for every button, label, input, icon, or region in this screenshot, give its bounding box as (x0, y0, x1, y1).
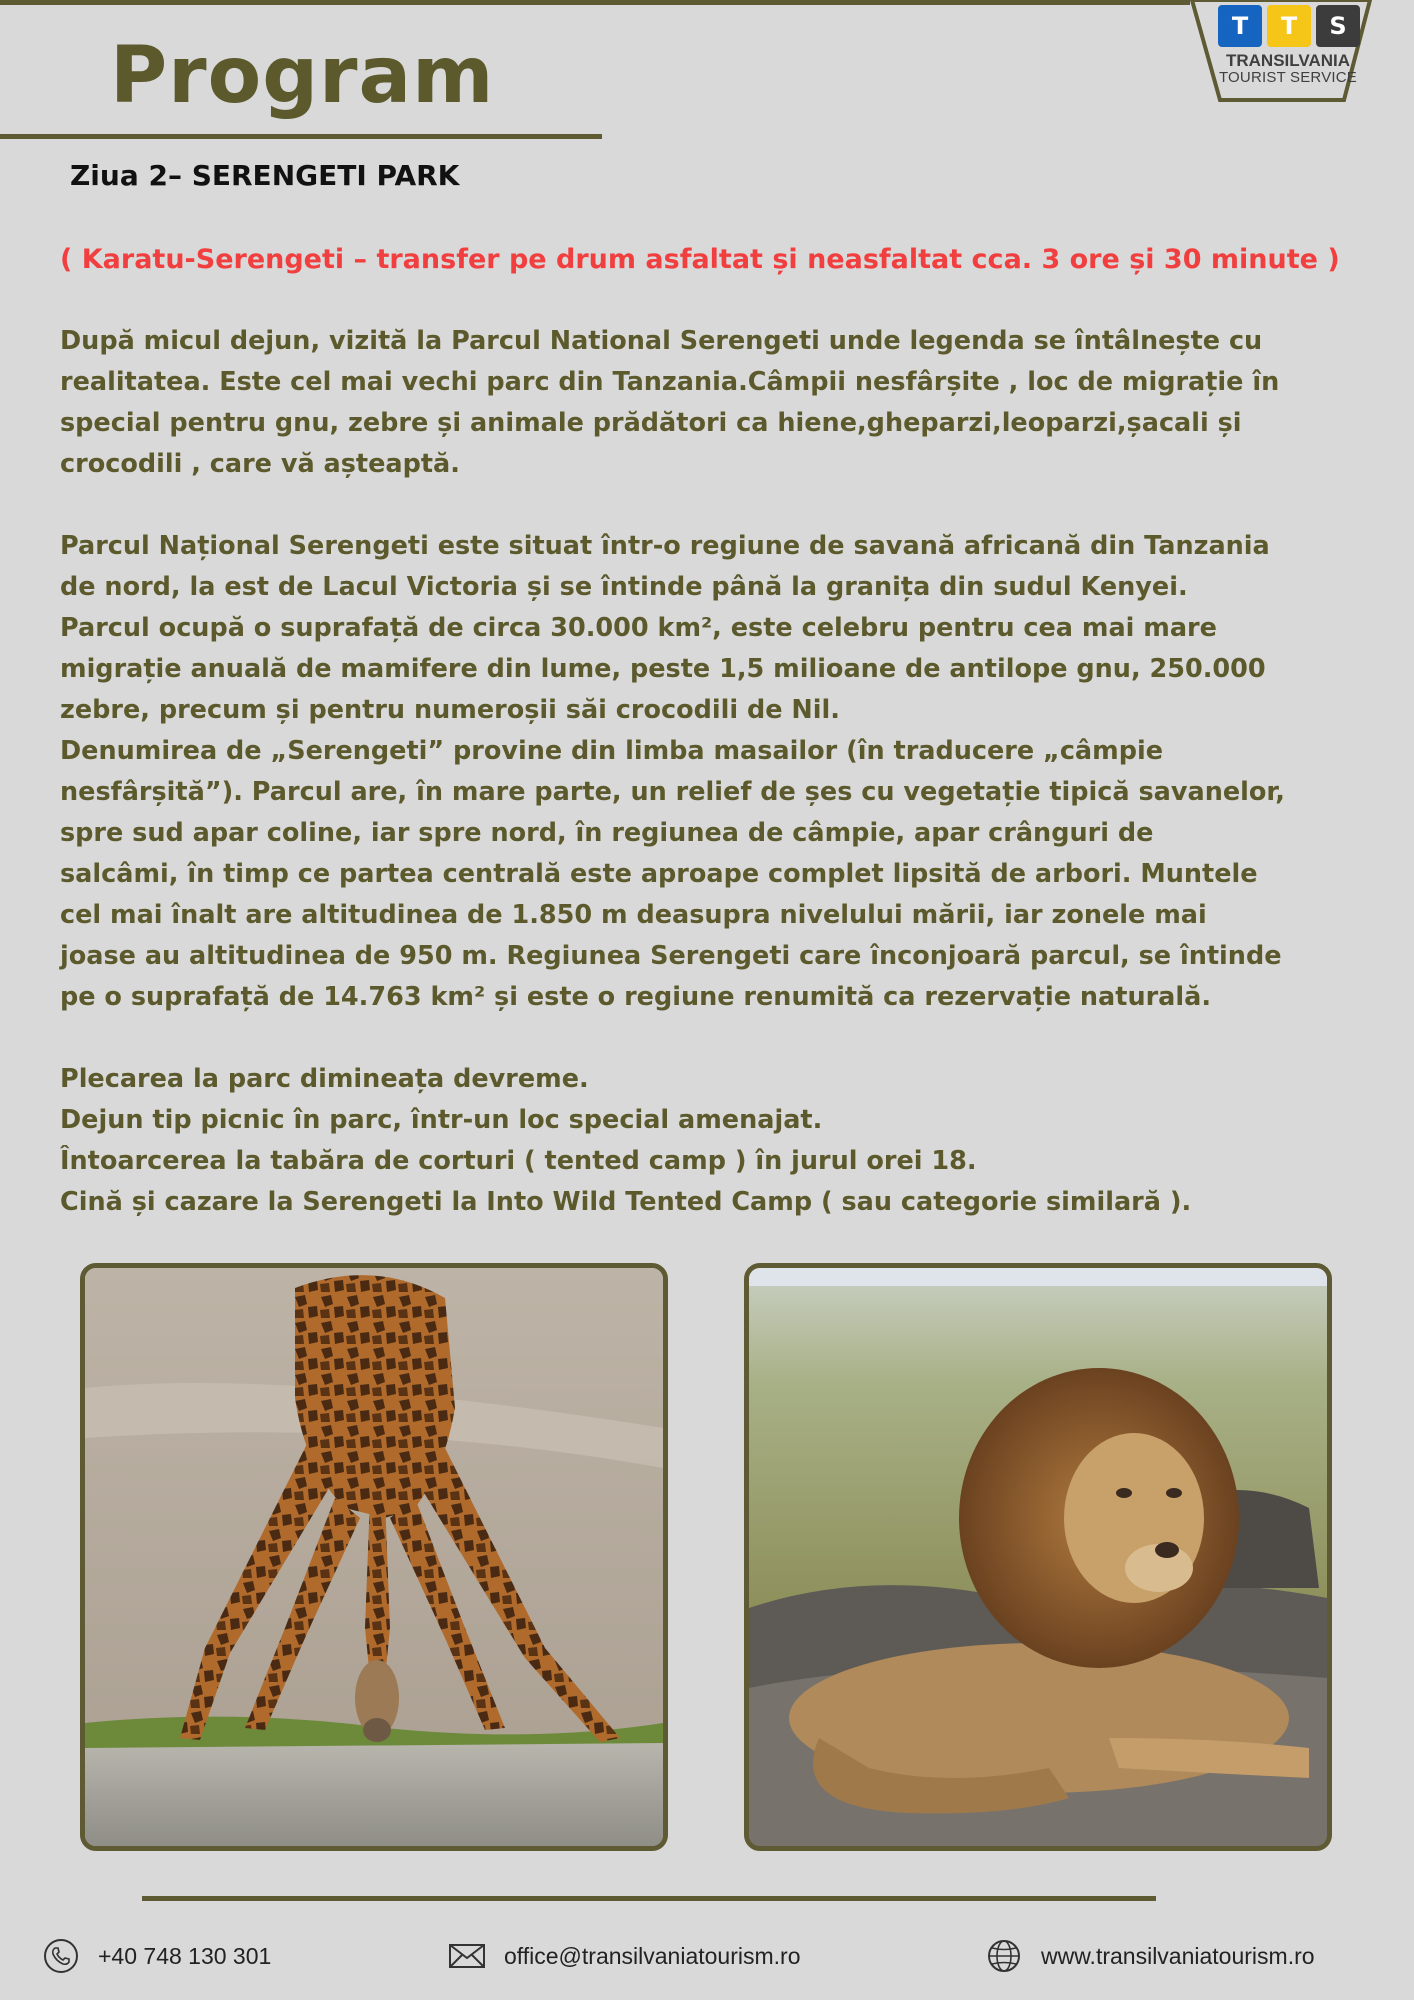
top-border-line (0, 0, 1190, 5)
paragraph-line: de nord, la est de Lacul Victoria și se întinde până la granița din sudul Kenyei. (60, 572, 1188, 602)
phone-icon (42, 1937, 80, 1975)
footer-divider (142, 1896, 1156, 1901)
footer-website[interactable] (985, 1937, 1315, 1975)
paragraph-line: nesfârșită”). Parcul are, în mare parte, un relief de șes cu vegetație tipică savanelor, (60, 777, 1285, 807)
paragraph-line: Plecarea la parc dimineața devreme. (60, 1064, 589, 1094)
lion-resting-photo (744, 1263, 1332, 1851)
logo-company-subtitle: TOURIST SERVICE (1218, 69, 1358, 86)
paragraph-line: După micul dejun, vizită la Parcul National Serengeti unde legenda se întâlnește cu (60, 326, 1263, 356)
paragraph-line: Parcul Național Serengeti este situat într-o regiune de savană africană din Tanzania (60, 531, 1270, 561)
paragraph-line: Parcul ocupă o suprafață de circa 30.000 km², este celebru pentru cea mai mare (60, 613, 1217, 643)
giraffe-illustration (85, 1268, 663, 1846)
title-underline (0, 134, 602, 139)
paragraph-line: migrație anuală de mamifere din lume, peste 1,5 milioane de antilope gnu, 250.000 (60, 654, 1266, 684)
email-address: office@transilvaniatourism.ro (504, 1942, 801, 1969)
paragraph-line: pe o suprafață de 14.763 km² și este o regiune renumită ca rezervație naturală. (60, 982, 1212, 1012)
paragraph-line: Dejun tip picnic în parc, într-un loc special amenajat. (60, 1105, 823, 1135)
page-title: Program (110, 31, 495, 121)
paragraph-line: Cină și cazare la Serengeti la Into Wild Tented Camp ( sau categorie similară ). (60, 1187, 1192, 1217)
paragraph-line: realitatea. Este cel mai vechi parc din Tanzania.Câmpii nesfârșite , loc de migrație în (60, 367, 1280, 397)
paragraph-line: special pentru gnu, zebre și animale prădători ca hiene,gheparzi,leoparzi,șacali și (60, 408, 1242, 438)
paragraph-line: cel mai înalt are altitudinea de 1.850 m deasupra nivelului mării, iar zonele mai (60, 900, 1207, 930)
globe-icon (985, 1937, 1023, 1975)
giraffe-drinking-photo (80, 1263, 668, 1851)
logo-tile-yellow: T (1267, 5, 1311, 47)
logo-company-name: TRANSILVANIA (1225, 51, 1351, 70)
paragraph-park-description (60, 526, 1380, 1018)
lion-illustration (749, 1268, 1327, 1846)
logo-tile-blue: T (1218, 5, 1262, 47)
paragraph-line: Denumirea de „Serengeti” provine din limba masailor (în traducere „câmpie (60, 736, 1163, 766)
logo-letter-tiles (1218, 5, 1372, 47)
paragraph-line: salcâmi, în timp ce partea centrală este aproape complet lipsită de arbori. Muntele (60, 859, 1258, 889)
phone-number: +40 748 130 301 (98, 1942, 272, 1969)
envelope-icon (448, 1937, 486, 1975)
paragraph-line: crocodili , care vă așteaptă. (60, 449, 460, 479)
company-logo[interactable] (1188, 0, 1374, 102)
paragraph-schedule (60, 1059, 1380, 1223)
paragraph-line: spre sud apar coline, iar spre nord, în regiunea de câmpie, apar crânguri de (60, 818, 1154, 848)
footer-email[interactable] (448, 1937, 800, 1975)
footer-phone[interactable] (42, 1937, 271, 1975)
paragraph-line: joase au altitudinea de 950 m. Regiunea Serengeti care înconjoară parcul, se întinde (60, 941, 1282, 971)
logo-tile-dark: S (1316, 5, 1360, 47)
paragraph-intro (60, 321, 1380, 485)
paragraph-line: zebre, precum și pentru numeroșii săi crocodili de Nil. (60, 695, 840, 725)
day-heading: Ziua 2– SERENGETI PARK (70, 159, 460, 192)
transfer-note: ( Karatu-Serengeti – transfer pe drum asfaltat și neasfaltat cca. 3 ore și 30 minute ) (60, 244, 1340, 275)
website-url: www.transilvaniatourism.ro (1041, 1942, 1315, 1969)
paragraph-line: Întoarcerea la tabăra de corturi ( tented camp ) în jurul orei 18. (60, 1146, 977, 1176)
